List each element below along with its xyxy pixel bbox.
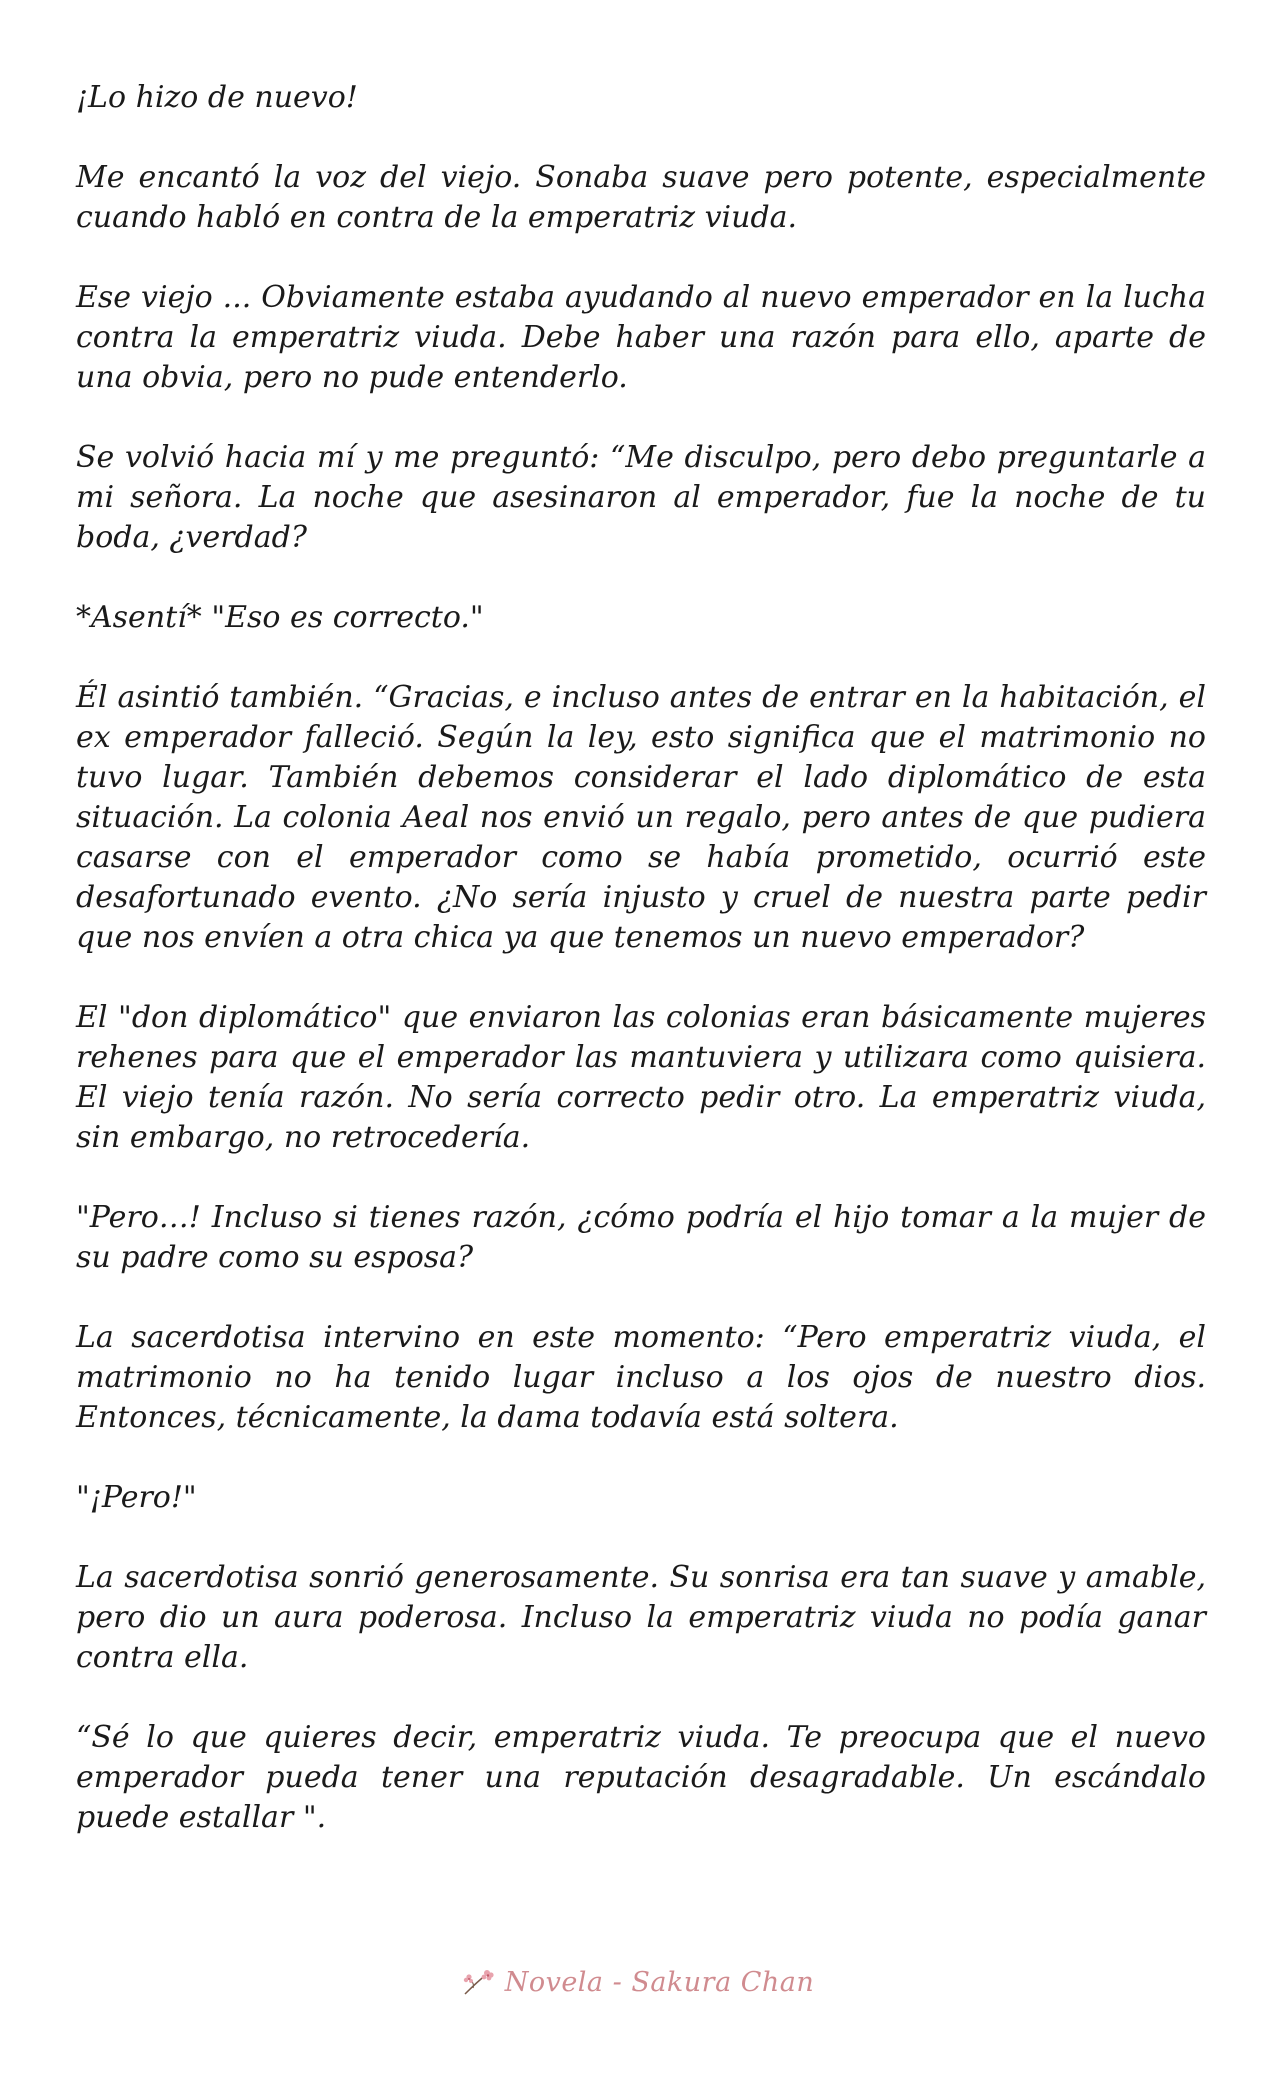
paragraph: ¡Lo hizo de nuevo!: [76, 80, 358, 115]
footer-text: Novela - Sakura Chan: [504, 1966, 815, 1998]
document-body: [76, 78, 1206, 1878]
paragraph: *Asentí* "Eso es correcto.": [76, 600, 484, 635]
paragraph: La sacerdotisa sonrió generosamente. Su sonrisa era tan suave y amable, pero dio un aura poderosa. Incluso la emperatriz viuda no podía ganar contra ella.: [76, 1560, 1206, 1675]
paragraph: El "don diplomático" que enviaron las colonias eran básicamente mujeres rehenes para que el emperador las mantuviera y utilizara como quisiera. El viejo tenía razón. No sería correcto pedir otro. La emperatriz viuda, sin embargo, no retrocedería.: [76, 1000, 1206, 1155]
paragraph: Me encantó la voz del viejo. Sonaba suave pero potente, especialmente cuando habló en contra de la emperatriz viuda.: [76, 160, 1206, 235]
paragraph: "¡Pero!": [76, 1480, 197, 1515]
paragraph: Ese viejo ... Obviamente estaba ayudando al nuevo emperador en la lucha contra la emperatriz viuda. Debe haber una razón para ello, aparte de una obvia, pero no pude entenderlo.: [76, 280, 1206, 395]
footer-watermark: [0, 1962, 1275, 2002]
paragraph: Él asintió también. “Gracias, e incluso antes de entrar en la habitación, el ex emperador falleció. Según la ley, esto significa que el matrimonio no tuvo lugar. También debemos considerar el lado diplomático de esta situación. La colonia Aeal nos envió un regalo, pero antes de que pudiera casarse con el emperador como se había prometido, ocurrió este desafortunado evento. ¿No sería injusto y cruel de nuestra parte pedir que nos envíen a otra chica ya que tenemos un nuevo emperador?: [76, 680, 1206, 955]
footer-logo: [461, 1966, 815, 1998]
sakura-flower-icon: [461, 1966, 497, 1998]
paragraph: La sacerdotisa intervino en este momento: “Pero emperatriz viuda, el matrimonio no ha tenido lugar incluso a los ojos de nuestro dios. Entonces, técnicamente, la dama todavía está soltera.: [76, 1320, 1206, 1435]
paragraph: "Pero…! Incluso si tienes razón, ¿cómo podría el hijo tomar a la mujer de su padre como su esposa?: [76, 1200, 1206, 1275]
paragraph: Se volvió hacia mí y me preguntó: “Me disculpo, pero debo preguntarle a mi señora. La noche que asesinaron al emperador, fue la noche de tu boda, ¿verdad?: [76, 440, 1206, 555]
paragraph: “Sé lo que quieres decir, emperatriz viuda. Te preocupa que el nuevo emperador pueda tener una reputación desagradable. Un escándalo puede estallar ".: [76, 1720, 1206, 1835]
